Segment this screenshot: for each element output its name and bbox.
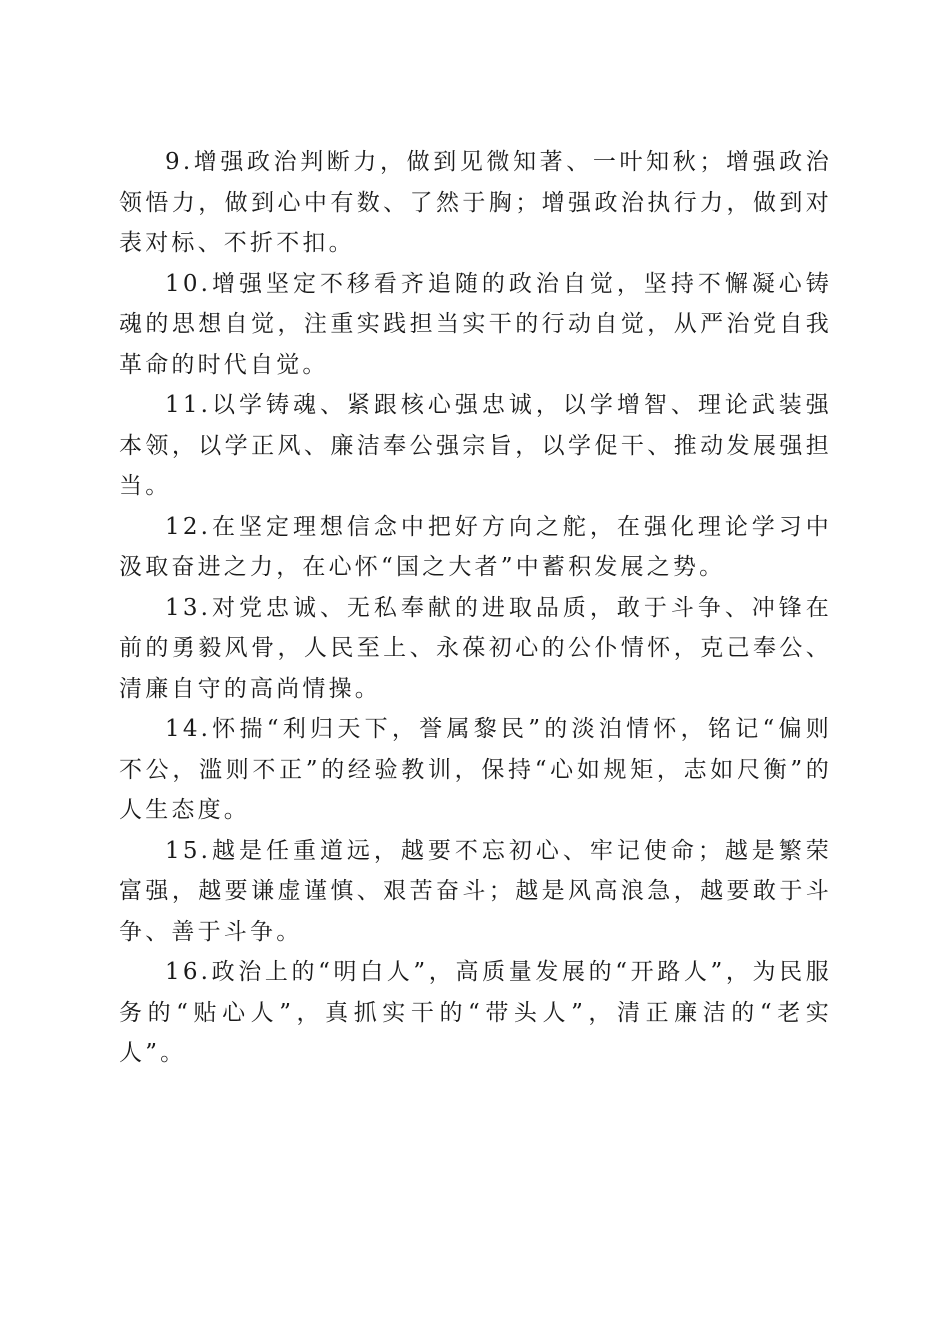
paragraph-15: 15.越是任重道远，越要不忘初心、牢记使命；越是繁荣富强，越要谦虚谨慎、艰苦奋斗；越是风高浪急，越要敢于斗争、善于斗争。 xyxy=(119,837,832,945)
paragraph-14: 14.怀揣“利归天下，誉属黎民”的淡泊情怀，铭记“偏则不公，滥则不正”的经验教训，保持“心如规矩，志如尺衡”的人生态度。 xyxy=(119,716,832,823)
paragraph-10: 10.增强坚定不移看齐追随的政治自觉，坚持不懈凝心铸魂的思想自觉，注重实践担当实干的行动自觉，从严治党自我革命的时代自觉。 xyxy=(119,270,832,378)
paragraph-11: 11.以学铸魂、紧跟核心强忠诚，以学增智、理论武装强本领，以学正风、廉洁奉公强宗旨，以学促干、推动发展强担当。 xyxy=(119,392,832,499)
paragraph-13: 13.对党忠诚、无私奉献的进取品质，敢于斗争、冲锋在前的勇毅风骨，人民至上、永葆初心的公仆情怀，克己奉公、清廉自守的高尚情操。 xyxy=(119,594,832,702)
document-body xyxy=(119,142,832,1074)
paragraph-16: 16.政治上的“明白人”，高质量发展的“开路人”，为民服务的“贴心人”，真抓实干的“带头人”，清正廉洁的“老实人”。 xyxy=(119,959,832,1066)
paragraph-9: 9.增强政治判断力，做到见微知著、一叶知秋；增强政治领悟力，做到心中有数、了然于胸；增强政治执行力，做到对表对标、不折不扣。 xyxy=(119,149,832,256)
paragraph-12: 12.在坚定理想信念中把好方向之舵，在强化理论学习中汲取奋进之力，在心怀“国之大者”中蓄积发展之势。 xyxy=(119,513,832,580)
